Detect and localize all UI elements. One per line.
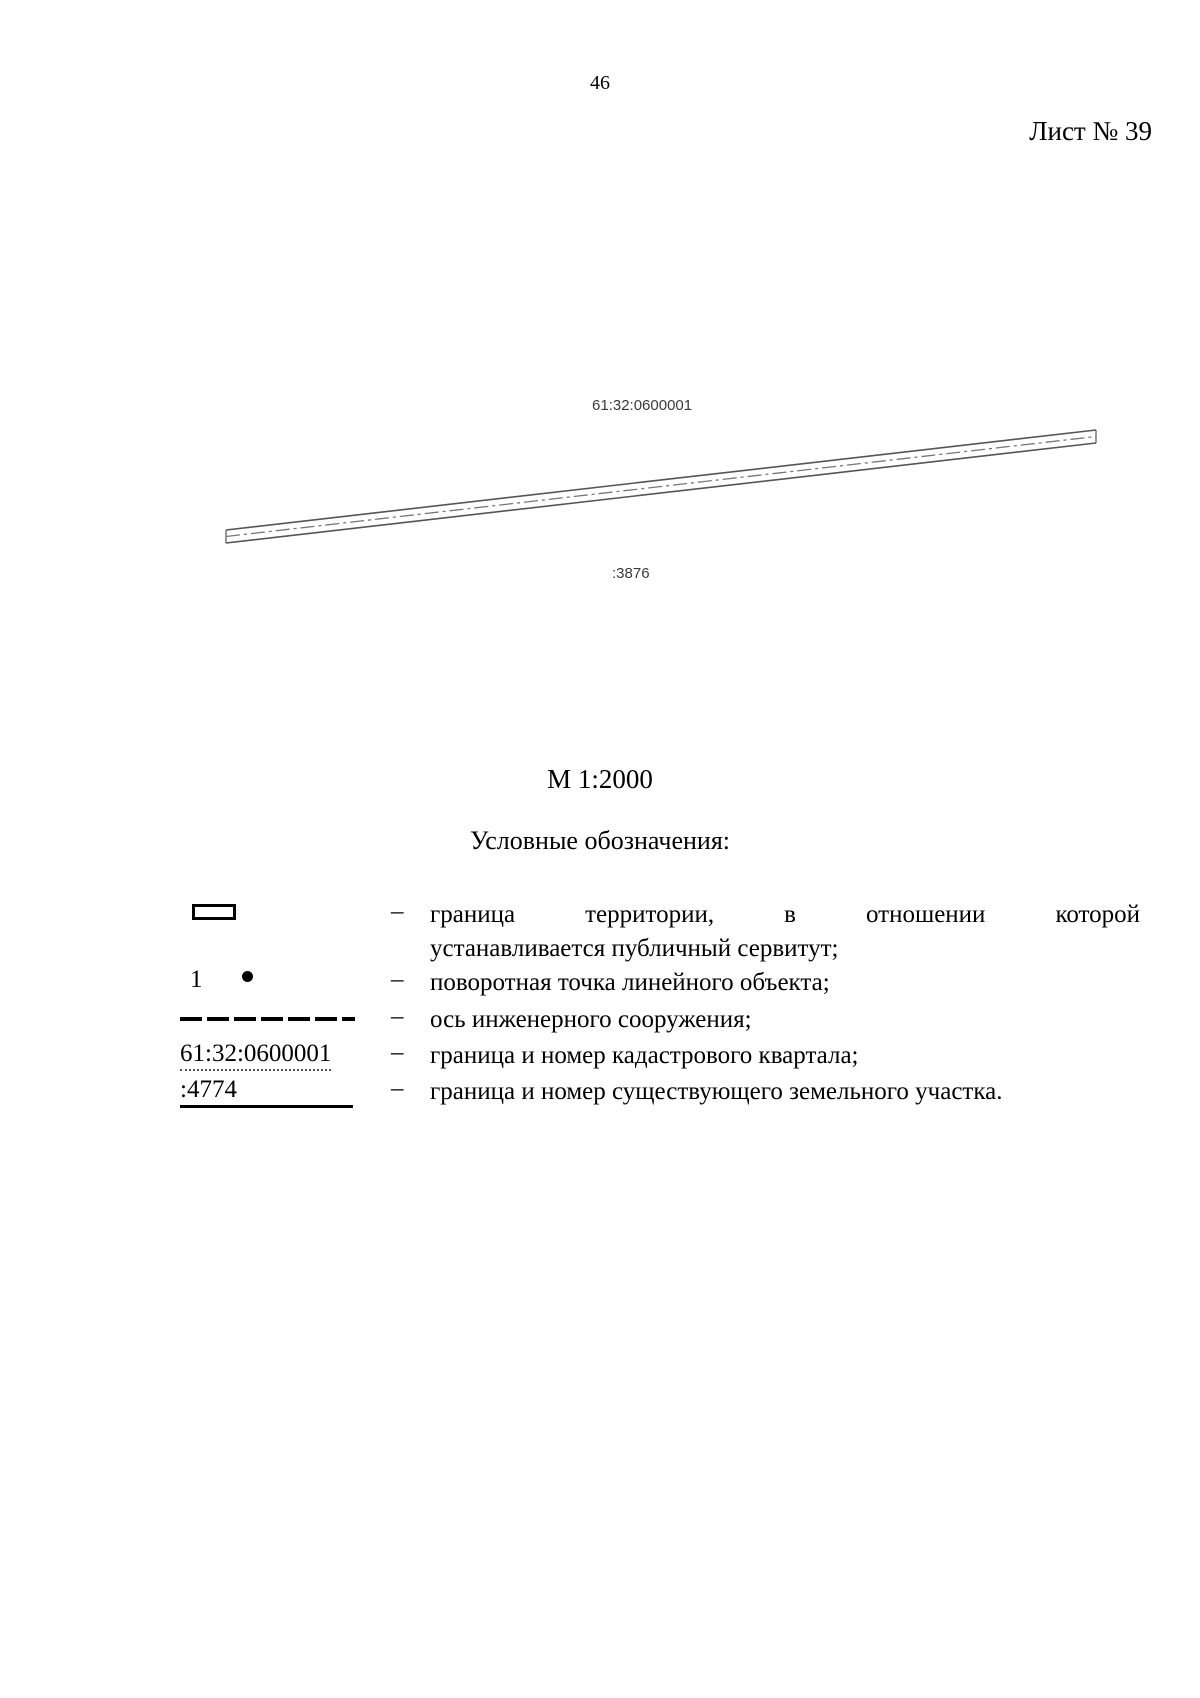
sheet-label: Лист № 39 <box>1029 116 1152 146</box>
turning-point-dot-icon <box>242 971 253 982</box>
legend-text: граница и номер кадастрового квартала; <box>430 1042 859 1069</box>
page-number: 46 <box>590 72 610 94</box>
legend-dash: – <box>391 1075 404 1102</box>
servitude-boundary-lower <box>226 443 1096 543</box>
legend-text-line2: устанавливается публичный сервитут; <box>430 935 839 962</box>
map-area <box>0 380 1200 610</box>
legend-dash: – <box>391 966 404 993</box>
legend-symbol-boundary <box>180 898 355 932</box>
legend-symbol-point <box>180 966 355 1000</box>
map-parcel-label: :3876 <box>612 565 650 582</box>
map-scale: М 1:2000 <box>547 764 653 794</box>
map-quarter-label: 61:32:0600001 <box>592 397 693 414</box>
servitude-boundary-upper <box>226 430 1096 530</box>
map-drawing <box>0 380 1200 610</box>
point-number: 1 <box>190 966 203 993</box>
legend-text-line1: граница территории, в отношении которой <box>430 901 1140 928</box>
engineering-axis-line <box>226 437 1096 537</box>
legend-symbol-parcel <box>180 1075 355 1109</box>
legend-dash: – <box>391 1003 404 1030</box>
legend-text <box>430 898 1140 966</box>
boundary-rectangle-icon <box>192 904 236 920</box>
legend-title: Условные обозначения: <box>469 826 731 855</box>
quarter-number-label: 61:32:0600001 <box>180 1039 331 1071</box>
legend-symbol-quarter <box>180 1039 355 1073</box>
legend-dash: – <box>391 1039 404 1066</box>
legend-dash: – <box>391 898 404 925</box>
legend-text: граница и номер существующего земельного участка. <box>430 1078 1003 1105</box>
legend-text: ось инженерного сооружения; <box>430 1006 752 1033</box>
dashed-axis-line-icon <box>180 1017 355 1021</box>
legend-symbol-axis <box>180 1003 355 1037</box>
parcel-number-label: :4774 <box>180 1075 353 1108</box>
legend-text: поворотная точка линейного объекта; <box>430 969 830 996</box>
